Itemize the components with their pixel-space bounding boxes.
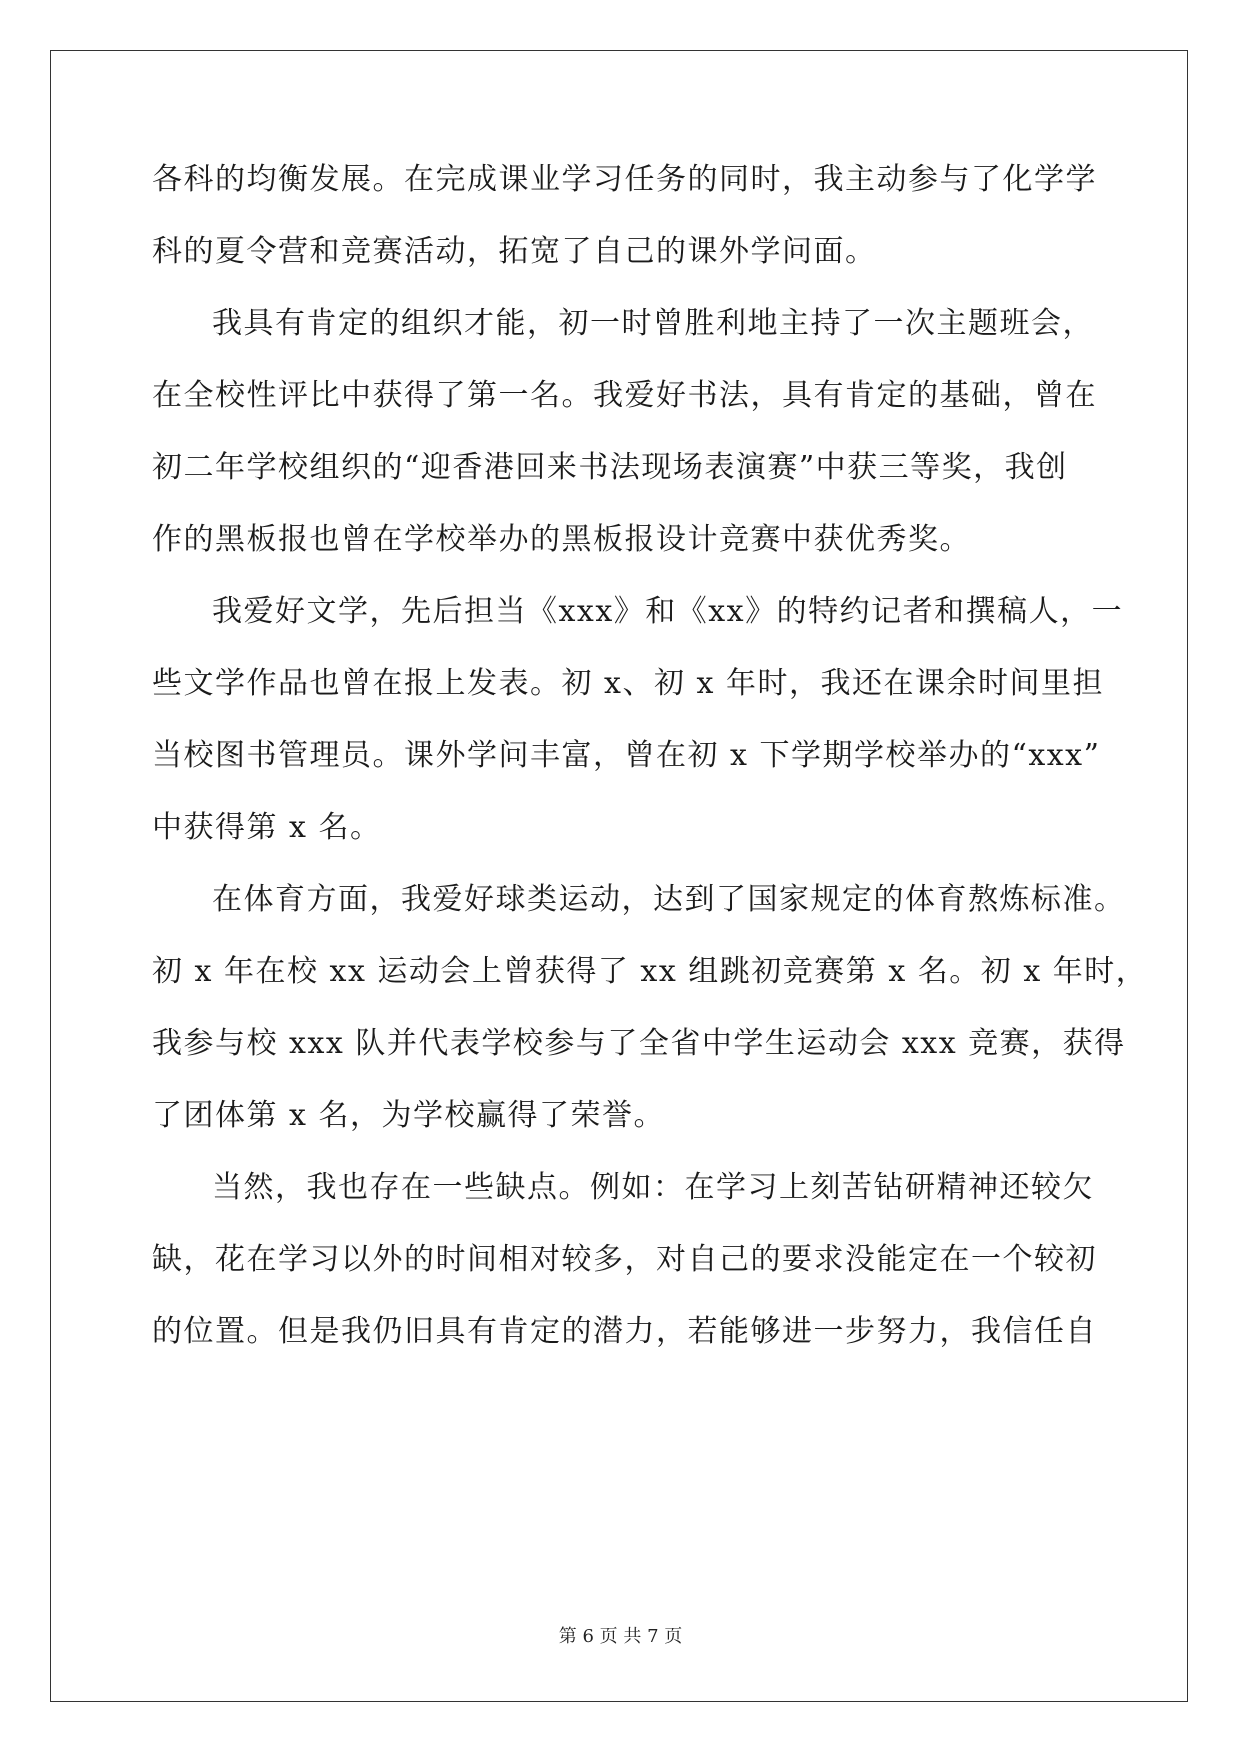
text-line: 初 x 年在校 xx 运动会上曾获得了 xx 组跳初竞赛第 x 名。初 x 年时， [152,954,1148,989]
paragraph-start-line: 当然，我也存在一些缺点。例如：在学习上刻苦钻研精神还较欠 [212,1170,1094,1205]
page-border [50,50,1188,1702]
paragraph-start-line: 我爱好文学，先后担当《xxx》和《xx》的特约记者和撰稿人，一 [212,594,1124,629]
page-number-footer: 第 6 页 共 7 页 [558,1626,683,1647]
text-line: 中获得第 x 名。 [152,810,382,845]
text-line: 当校图书管理员。课外学问丰富，曾在初 x 下学期学校举办的“xxx” [152,738,1101,773]
text-line: 些文学作品也曾在报上发表。初 x、初 x 年时，我还在课余时间里担 [152,666,1104,701]
text-line: 初二年学校组织的“迎香港回来书法现场表演赛”中获三等奖，我创 [152,450,1068,485]
text-line: 作的黑板报也曾在学校举办的黑板报设计竞赛中获优秀奖。 [152,522,971,557]
text-line: 的位置。但是我仍旧具有肯定的潜力，若能够进一步努力，我信任自 [152,1314,1097,1349]
text-line: 科的夏令营和竞赛活动，拓宽了自己的课外学问面。 [152,234,877,269]
text-line: 缺，花在学习以外的时间相对较多，对自己的要求没能定在一个较初 [152,1242,1097,1277]
text-line: 我参与校 xxx 队并代表学校参与了全省中学生运动会 xxx 竞赛，获得 [152,1026,1126,1061]
text-line: 各科的均衡发展。在完成课业学习任务的同时，我主动参与了化学学 [152,162,1097,197]
text-line: 在全校性评比中获得了第一名。我爱好书法，具有肯定的基础，曾在 [152,378,1097,413]
text-line: 了团体第 x 名，为学校赢得了荣誉。 [152,1098,665,1133]
paragraph-start-line: 我具有肯定的组织才能，初一时曾胜利地主持了一次主题班会， [212,306,1094,341]
paragraph-start-line: 在体育方面，我爱好球类运动，达到了国家规定的体育熬炼标准。 [212,882,1126,917]
